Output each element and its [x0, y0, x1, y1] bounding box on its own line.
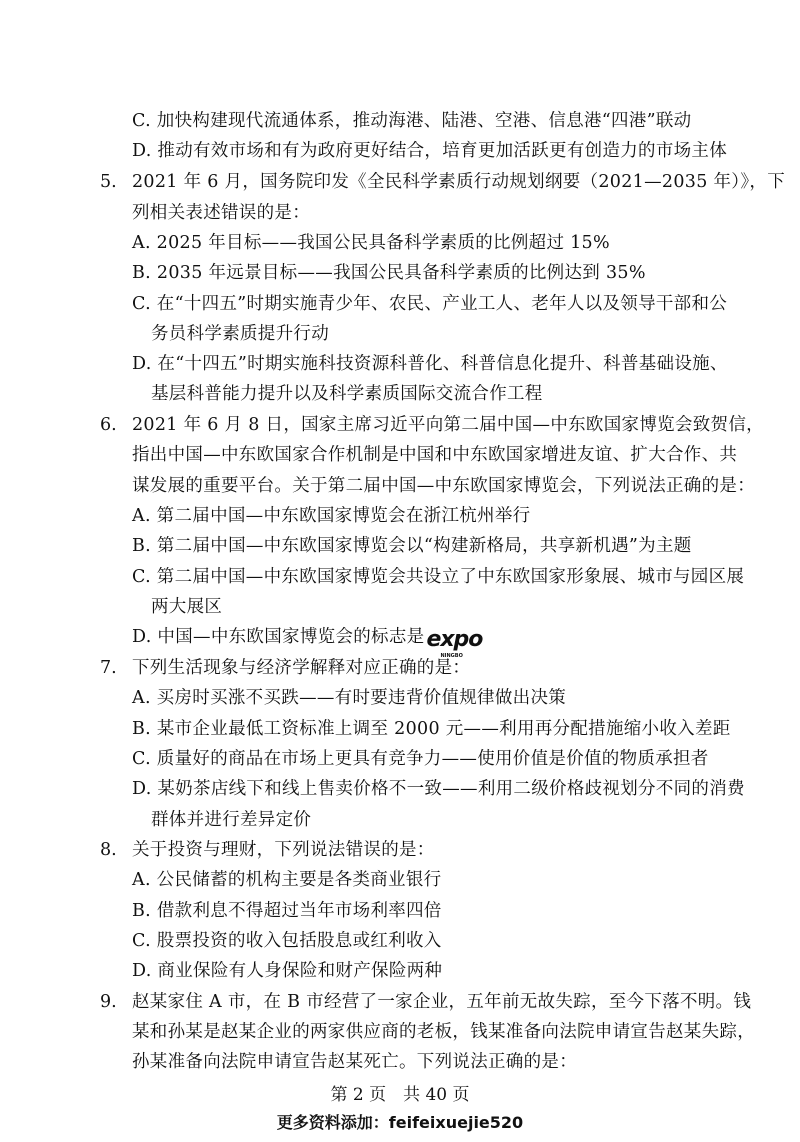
- q6-option-c-line1: C. 第二届中国—中东欧国家博览会共设立了中东欧国家形象展、城市与园区展: [132, 567, 745, 587]
- q5-option-b: B. 2035 年远景目标——我国公民具备科学素质的比例达到 35%: [132, 263, 646, 283]
- q6-option-b: B. 第二届中国—中东欧国家博览会以“构建新格局，共享新机遇”为主题: [132, 536, 692, 556]
- page-number: 第 2 页 共 40 页: [330, 1085, 470, 1105]
- q7-number: 7.: [100, 658, 117, 678]
- q5-option-c-line1: C. 在“十四五”时期实施青少年、农民、产业工人、老年人以及领导干部和公: [132, 294, 728, 314]
- q8-number: 8.: [100, 840, 117, 860]
- q7-option-c: C. 质量好的商品在市场上更具有竞争力——使用价值是价值的物质承担者: [132, 749, 709, 769]
- q6-stem-line2: 指出中国—中东欧国家合作机制是中国和中东欧国家增进友谊、扩大合作、共: [132, 445, 738, 465]
- q5-option-a: A. 2025 年目标——我国公民具备科学素质的比例超过 15%: [132, 233, 610, 253]
- q8-option-a: A. 公民储蓄的机构主要是各类商业银行: [132, 870, 442, 890]
- q4-option-c: C. 加快构建现代流通体系，推动海港、陆港、空港、信息港“四港”联动: [132, 111, 692, 131]
- q8-option-d: D. 商业保险有人身保险和财产保险两种: [132, 961, 443, 981]
- q5-stem-line1: 2021 年 6 月，国务院印发《全民科学素质行动规划纲要（2021—2035 年）》，下: [132, 172, 785, 192]
- expo-logo-text: expo: [426, 627, 483, 652]
- q7-stem: 下列生活现象与经济学解释对应正确的是：: [132, 658, 471, 678]
- q6-option-d-text: D. 中国—中东欧国家博览会的标志是: [132, 627, 425, 647]
- q8-stem: 关于投资与理财，下列说法错误的是：: [132, 840, 435, 860]
- q9-stem-line3: 孙某准备向法院申请宣告赵某死亡。下列说法正确的是：: [132, 1052, 577, 1072]
- q8-option-c: C. 股票投资的收入包括股息或红利收入: [132, 931, 442, 951]
- q6-stem-line1: 2021 年 6 月 8 日，国家主席习近平向第二届中国—中东欧国家博览会致贺信，: [132, 415, 764, 435]
- expo-logo-subtext: NINGBO: [440, 653, 463, 659]
- q6-option-d: [132, 625, 483, 659]
- more-materials-note: 更多资料添加：feifeixuejie520: [276, 1113, 524, 1132]
- q9-stem-line1: 赵某家住 A 市，在 B 市经营了一家企业，五年前无故失踪，至今下落不明。钱: [132, 992, 752, 1012]
- q7-option-a: A. 买房时买涨不买跌——有时要违背价值规律做出决策: [132, 688, 567, 708]
- q6-number: 6.: [100, 415, 117, 435]
- q7-option-d-line2: 群体并进行差异定价: [151, 810, 312, 830]
- expo-logo: [426, 627, 483, 659]
- q4-option-d: D. 推动有效市场和有为政府更好结合，培育更加活跃更有创造力的市场主体: [132, 141, 728, 161]
- q5-option-c-line2: 务员科学素质提升行动: [151, 324, 329, 344]
- q9-number: 9.: [100, 992, 117, 1012]
- q6-stem-line3: 谋发展的重要平台。关于第二届中国—中东欧国家博览会，下列说法正确的是：: [132, 476, 755, 496]
- q8-option-b: B. 借款利息不得超过当年市场利率四倍: [132, 901, 442, 921]
- q5-stem-line2: 列相关表述错误的是：: [132, 203, 310, 223]
- q7-option-b: B. 某市企业最低工资标准上调至 2000 元——利用再分配措施缩小收入差距: [132, 719, 731, 739]
- q6-option-a: A. 第二届中国—中东欧国家博览会在浙江杭州举行: [132, 506, 531, 526]
- q9-stem-line2: 某和孙某是赵某企业的两家供应商的老板，钱某准备向法院申请宣告赵某失踪，: [132, 1022, 755, 1042]
- q5-option-d-line2: 基层科普能力提升以及科学素质国际交流合作工程: [151, 384, 543, 404]
- q5-number: 5.: [100, 172, 117, 192]
- q6-option-c-line2: 两大展区: [151, 597, 223, 617]
- q5-option-d-line1: D. 在“十四五”时期实施科技资源科普化、科普信息化提升、科普基础设施、: [132, 354, 728, 374]
- q7-option-d-line1: D. 某奶茶店线下和线上售卖价格不一致——利用二级价格歧视划分不同的消费: [132, 779, 745, 799]
